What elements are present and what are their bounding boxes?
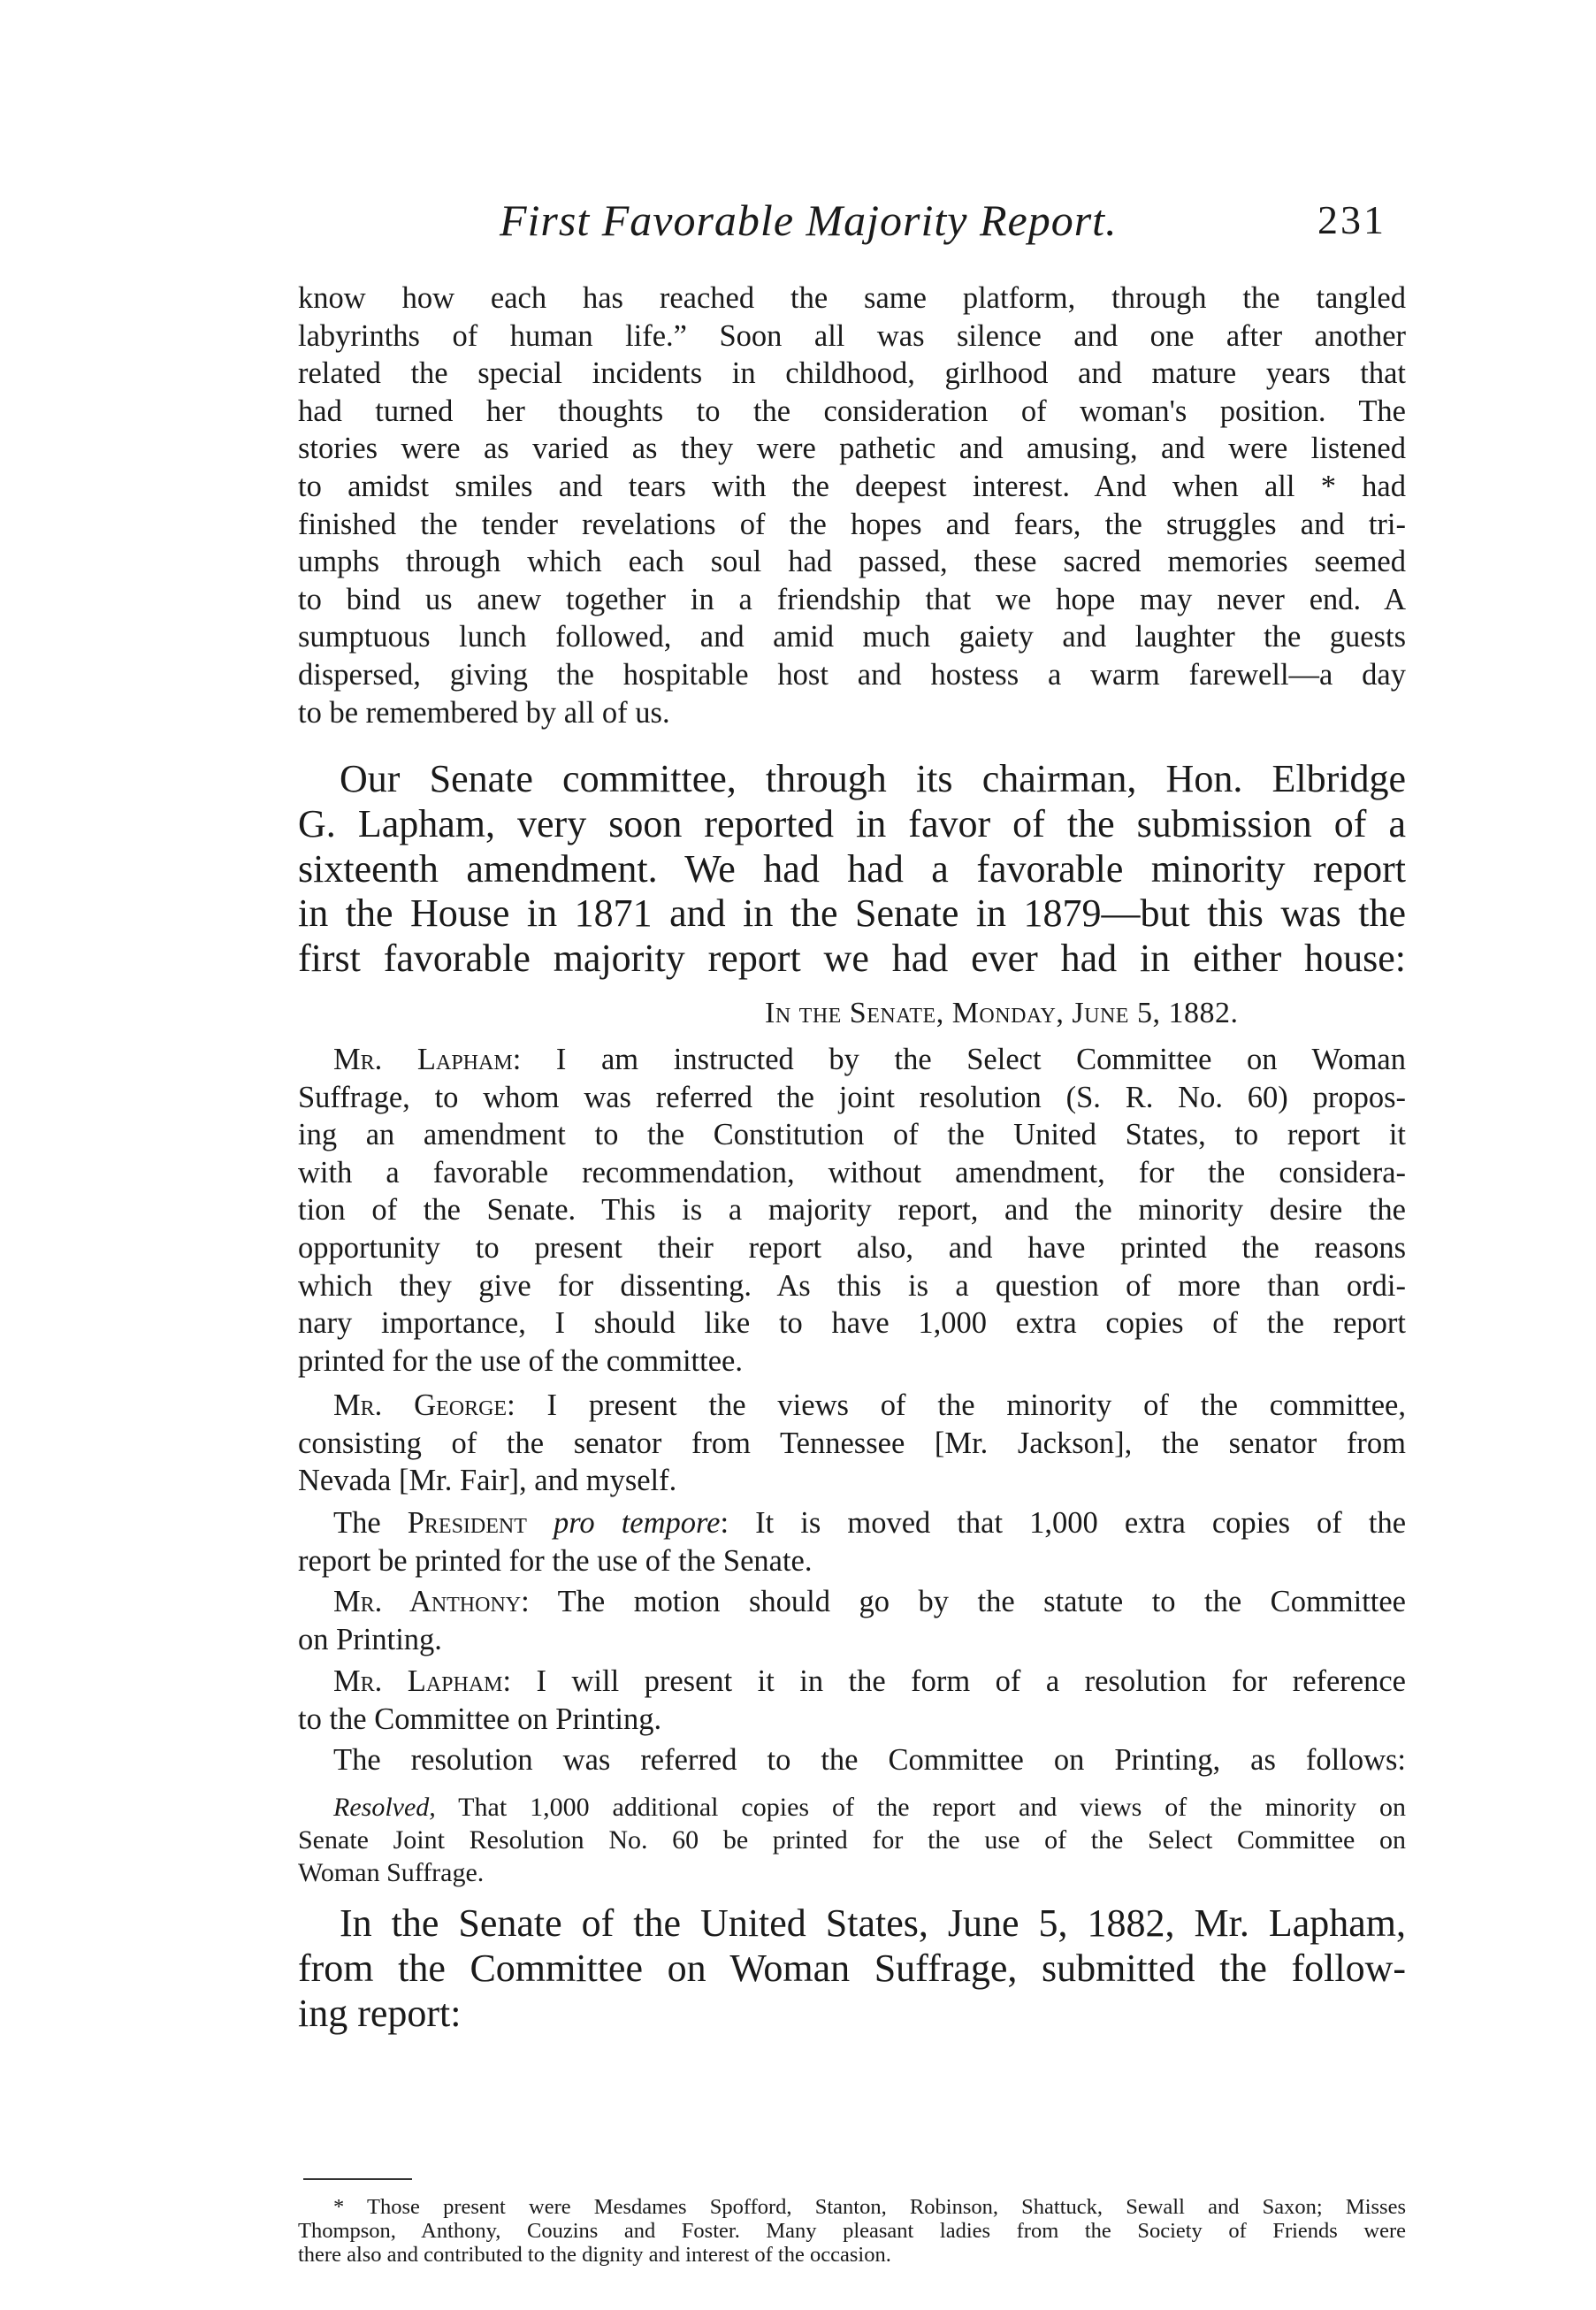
text-line	[298, 1791, 1406, 1824]
speech-lapham	[298, 1041, 1406, 1380]
speech-text: : It is moved that 1,000 extra copies of the	[720, 1506, 1407, 1540]
text-line: consisting of the senator from Tennessee [Mr. Jackson], the senator from	[298, 1426, 1406, 1460]
page-number: 231	[1317, 197, 1386, 242]
speech-text: : I am instructed by the Select Committee on Woman	[512, 1043, 1406, 1076]
paragraph-report-intro	[298, 1901, 1406, 2036]
text-line: Suffrage, to whom was referred the joint resolution (S. R. No. 60) propos-	[298, 1080, 1406, 1114]
text-line: The resolution was referred to the Committee on Printing, as follows:	[333, 1743, 1406, 1777]
italic-phrase: pro tempore	[553, 1506, 721, 1540]
text-line	[298, 1041, 1406, 1079]
speech-george	[298, 1387, 1406, 1500]
text-line	[298, 1387, 1406, 1425]
footnote	[298, 2195, 1406, 2267]
text-line: with a favorable recommendation, without amendment, for the considera-	[298, 1155, 1406, 1189]
text-line: ing report:	[298, 1991, 462, 2035]
speech-text: : The motion should go by the statute to the Committee	[521, 1585, 1406, 1618]
paragraph-referred	[298, 1741, 1406, 1779]
speech-text: The	[333, 1506, 408, 1540]
paragraph-continuation	[298, 279, 1406, 731]
text-line: there also and contributed to the dignity and interest of the occasion.	[298, 2243, 891, 2267]
text-line: in the House in 1871 and in the Senate in 1879—but this was the	[298, 891, 1406, 936]
text-line: finished the tender revelations of the hopes and fears, the struggles and tri-	[298, 507, 1406, 541]
text-line: sumptuous lunch followed, and amid much gaiety and laughter the guests	[298, 620, 1406, 654]
text-line: stories were as varied as they were pathetic and amusing, and were listened	[298, 432, 1406, 466]
resolved-word: Resolved,	[333, 1793, 436, 1822]
speaker-name: President	[407, 1506, 527, 1540]
text-line: know how each has reached the same platform, through the tangled	[298, 281, 1406, 315]
text-line: report be printed for the use of the Senate.	[298, 1543, 813, 1578]
speech-text: : I will present it in the form of a resolution for reference	[502, 1664, 1406, 1698]
text-line: Woman Suffrage.	[298, 1858, 485, 1887]
speech-anthony	[298, 1583, 1406, 1658]
text-line: Thompson, Anthony, Couzins and Foster. Many pleasant ladies from the Society of Friends were	[298, 2219, 1406, 2243]
text-line tl-left: to be remembered by all of us.	[298, 695, 670, 730]
text-line	[298, 1504, 1406, 1542]
resolution-line: That 1,000 additional copies of the report and views of the minority on	[435, 1793, 1406, 1822]
paragraph-senate-committee	[298, 757, 1406, 982]
text-line	[298, 1663, 1406, 1701]
text-line: to bind us anew together in a friendship that we hope may never end. A	[298, 582, 1406, 616]
text-line: tion of the Senate. This is a majority report, and the minority desire the	[298, 1193, 1406, 1228]
speaker-name: Mr. Anthony	[333, 1585, 522, 1618]
speech-text: : I present the views of the minority of the committee,	[507, 1388, 1406, 1422]
text-line: dispersed, giving the hospitable host and hostess a warm farewell—a day	[298, 657, 1406, 692]
text-line: related the special incidents in childhood, girlhood and mature years that	[298, 356, 1406, 391]
resolution-text	[298, 1791, 1406, 1889]
running-title: First Favorable Majority Report.	[500, 195, 1118, 245]
speaker-name: Mr. Lapham	[333, 1043, 513, 1076]
text-line: umphs through which each soul had passed, these sacred memories seemed	[298, 545, 1406, 579]
text-line: on Printing.	[298, 1622, 442, 1656]
text-line: from the Committee on Woman Suffrage, submitted the follow-	[298, 1946, 1406, 1990]
footnote-rule	[303, 2178, 412, 2180]
text-line: * Those present were Mesdames Spofford, Stanton, Robinson, Shattuck, Sewall and Saxon; Misses	[333, 2195, 1406, 2219]
text-line: Nevada [Mr. Fair], and myself.	[298, 1464, 677, 1498]
text-line	[298, 1583, 1406, 1621]
text-line: labyrinths of human life.” Soon all was silence and one after another	[298, 318, 1406, 353]
text-line: which they give for dissenting. As this is a question of more than ordi-	[298, 1268, 1406, 1303]
text-line: In the Senate of the United States, June 5, 1882, Mr. Lapham,	[340, 1901, 1406, 1945]
text-line: to amidst smiles and tears with the deepest interest. And when all * had	[298, 469, 1406, 503]
text-line: ing an amendment to the Constitution of the United States, to report it	[298, 1118, 1406, 1152]
text-line: sixteenth amendment. We had had a favorable minority report	[298, 846, 1406, 891]
text-line: G. Lapham, very soon reported in favor of the submission of a	[298, 801, 1406, 845]
speaker-name: Mr. Lapham	[333, 1664, 503, 1698]
speech-lapham-2	[298, 1663, 1406, 1738]
text-line: first favorable majority report we had ever had in either house:	[298, 937, 1406, 981]
dateline: In the Senate, Monday, June 5, 1882.	[765, 997, 1239, 1029]
text-line: nary importance, I should like to have 1,000 extra copies of the report	[298, 1306, 1406, 1341]
text-line: Our Senate committee, through its chairman, Hon. Elbridge	[340, 757, 1406, 800]
speech-president	[298, 1504, 1406, 1580]
text-line: had turned her thoughts to the consideration of woman's position. The	[298, 394, 1406, 428]
text-line: Senate Joint Resolution No. 60 be printed for the use of the Select Committee on	[298, 1825, 1406, 1855]
text-line: to the Committee on Printing.	[298, 1702, 662, 1736]
speaker-name: Mr. George	[333, 1388, 508, 1422]
text-line: opportunity to present their report also, and have printed the reasons	[298, 1230, 1406, 1265]
text-line: printed for the use of the committee.	[298, 1343, 743, 1378]
